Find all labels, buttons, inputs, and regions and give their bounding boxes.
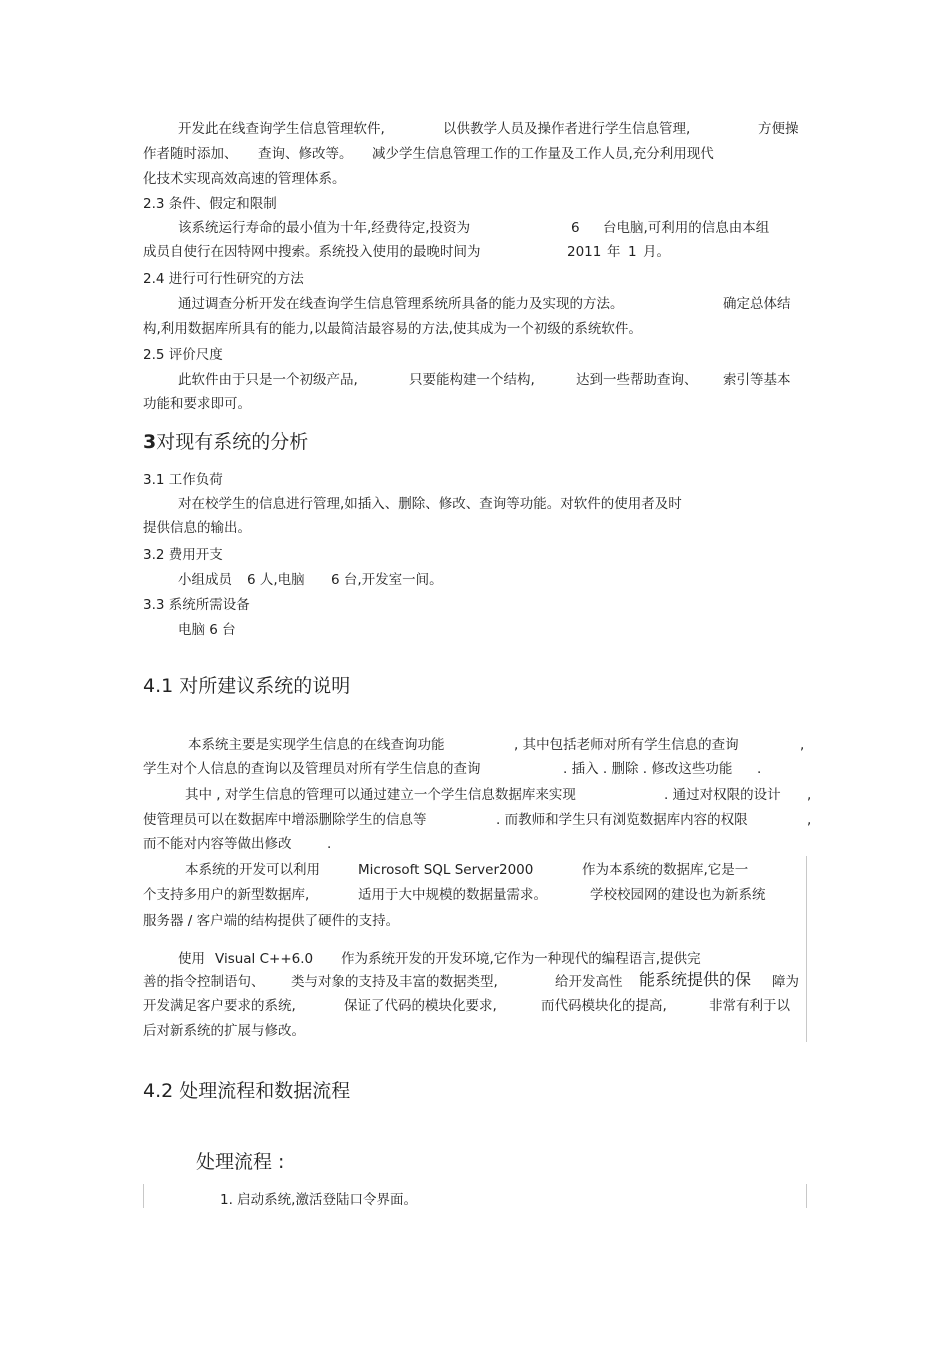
s4-1-p3-line-2 xyxy=(0,886,950,904)
text-run: 减少学生信息管理工作的工作量及工作人员,充分利用现代 xyxy=(372,146,714,162)
text-run: 2011 xyxy=(567,244,602,260)
section-3-title xyxy=(143,430,308,454)
text-run: 方便操 xyxy=(758,121,799,137)
text-run: 成员自使行在因特网中搜索。系统投入使用的最晚时间为 xyxy=(143,244,481,260)
s4-1-p3-line-3: 服务器 / 客户端的结构提供了硬件的支持。 xyxy=(143,913,400,929)
text-run: 此软件由于只是一个初级产品, xyxy=(178,372,358,388)
text-run: 学校校园网的建设也为新系统 xyxy=(590,887,766,903)
s4-1-p1-line-1 xyxy=(0,736,950,754)
text-run: 善的指令控制语句、 xyxy=(143,974,265,990)
text-run: 只要能构建一个结构, xyxy=(409,372,535,388)
text-run: 通过调查分析开发在线查询学生信息管理系统所具备的能力及实现的方法。 xyxy=(178,296,624,312)
text-run: 作者随时添加、 xyxy=(143,146,238,162)
text-run: Visual C++6.0 xyxy=(215,951,314,967)
text-run: Microsoft SQL Server2000 xyxy=(358,862,534,878)
s3-1-line-1: 对在校学生的信息进行管理,如插入、删除、修改、查询等功能。对软件的使用者及时 xyxy=(178,496,682,512)
heading-3-2: 3.2 费用开支 xyxy=(143,547,223,563)
s4-1-p4-line-4: 后对新系统的扩展与修改。 xyxy=(143,1023,305,1039)
text-run: , xyxy=(807,787,812,803)
section-4-2-title: 4.2 处理流程和数据流程 xyxy=(143,1080,351,1102)
text-run: 保证了代码的模块化要求, xyxy=(344,998,497,1014)
text-run: 年 xyxy=(607,244,621,260)
s3-1-line-2: 提供信息的输出。 xyxy=(143,520,251,536)
heading-3-1: 3.1 工作负荷 xyxy=(143,472,223,488)
text-run: 查询、修改等。 xyxy=(258,146,353,162)
s3-3-line-1: 电脑 6 台 xyxy=(178,622,236,638)
s4-1-p2-line-1 xyxy=(0,786,950,804)
text-run: 个支持多用户的新型数据库, xyxy=(143,887,310,903)
text-run: 6 xyxy=(571,220,580,236)
text-run: 6 台,开发室一间。 xyxy=(331,572,443,588)
s2-5-line-1 xyxy=(0,371,950,389)
text-run: 6 人,电脑 xyxy=(247,572,305,588)
heading-2-5: 2.5 评价尺度 xyxy=(143,347,223,363)
text-run: 以供教学人员及操作者进行学生信息管理, xyxy=(443,121,691,137)
text-run: 该系统运行寿命的最小值为十年,经费待定,投资为 xyxy=(178,220,471,236)
s4-1-p4-line-1 xyxy=(0,950,950,968)
s4-1-p4-line-2 xyxy=(0,970,950,991)
section-4-1-title: 4.1 对所建议系统的说明 xyxy=(143,675,351,697)
text-run: , xyxy=(807,812,812,828)
text-run: 使管理员可以在数据库中增添删除学生的信息等 xyxy=(143,812,427,828)
text-run: 作为本系统的数据库,它是一 xyxy=(582,862,749,878)
text-run: 索引等基本 xyxy=(723,372,791,388)
heading-3-3: 3.3 系统所需设备 xyxy=(143,597,250,613)
s4-1-p2-line-3 xyxy=(0,835,950,853)
text-run: . xyxy=(327,836,332,852)
s4-1-p1-line-2 xyxy=(0,760,950,778)
text-run: . 通过对权限的设计 xyxy=(664,787,781,803)
s2-4-line-2: 构,利用数据库所具有的能力,以最简洁最容易的方法,使其成为一个初级的系统软件。 xyxy=(143,321,642,337)
text-run: . 插入 . 删除 . 修改这些功能 xyxy=(563,761,733,777)
right-margin-rule-bottom xyxy=(806,1184,807,1208)
text-run: 月。 xyxy=(643,244,670,260)
text-run: 作为系统开发的开发环境,它作为一种现代的编程语言,提供完 xyxy=(341,951,701,967)
s2-5-line-2: 功能和要求即可。 xyxy=(143,396,251,412)
text-run: 本系统主要是实现学生信息的在线查询功能 xyxy=(188,737,445,753)
section-title-text: 对现有系统的分析 xyxy=(156,431,309,453)
section-number: 3 xyxy=(143,431,157,453)
text-run: 开发满足客户要求的系统, xyxy=(143,998,296,1014)
text-run: 小组成员 xyxy=(178,572,232,588)
text-run: 其中 , 对学生信息的管理可以通过建立一个学生信息数据库来实现 xyxy=(185,787,576,803)
heading-2-3: 2.3 条件、假定和限制 xyxy=(143,196,277,212)
text-run: , 其中包括老师对所有学生信息的查询 xyxy=(514,737,739,753)
text-run: 达到一些帮助查询、 xyxy=(576,372,698,388)
s2-3-line-2 xyxy=(0,243,950,261)
s4-1-p3-line-1 xyxy=(0,861,950,879)
text-run: 能系统提供的保 xyxy=(639,970,752,989)
intro-line-1 xyxy=(0,120,950,138)
intro-line-2 xyxy=(0,145,950,163)
text-run: , xyxy=(800,737,805,753)
text-run: 给开发高性 xyxy=(555,974,623,990)
text-run: 非常有利于以 xyxy=(709,998,790,1014)
s4-1-p4-line-3 xyxy=(0,997,950,1015)
text-run: 而不能对内容等做出修改 xyxy=(143,836,292,852)
text-run: 学生对个人信息的查询以及管理员对所有学生信息的查询 xyxy=(143,761,481,777)
text-run: 台电脑,可利用的信息由本组 xyxy=(603,220,770,236)
text-run: 障为 xyxy=(772,974,799,990)
text-run: . xyxy=(757,761,762,777)
text-run: 使用 xyxy=(178,951,205,967)
text-run: 1 xyxy=(628,244,637,260)
intro-line-3: 化技术实现高效高速的管理体系。 xyxy=(143,171,346,187)
s3-2-line-1 xyxy=(0,571,950,589)
s2-3-line-1 xyxy=(0,219,950,237)
s4-1-p2-line-2 xyxy=(0,811,950,829)
processing-flow-subheading: 处理流程 : xyxy=(196,1151,285,1173)
s2-4-line-1 xyxy=(0,295,950,313)
left-margin-rule xyxy=(143,1184,144,1208)
text-run: 确定总体结 xyxy=(723,296,791,312)
text-run: 开发此在线查询学生信息管理软件, xyxy=(178,121,385,137)
heading-2-4: 2.4 进行可行性研究的方法 xyxy=(143,271,304,287)
text-run: 适用于大中规模的数据量需求。 xyxy=(358,887,547,903)
process-step-1: 1. 启动系统,激活登陆口令界面。 xyxy=(220,1192,417,1208)
text-run: 类与对象的支持及丰富的数据类型, xyxy=(291,974,498,990)
text-run: 而代码模块化的提高, xyxy=(541,998,667,1014)
text-run: . 而教师和学生只有浏览数据库内容的权限 xyxy=(496,812,748,828)
text-run: 本系统的开发可以利用 xyxy=(185,862,320,878)
